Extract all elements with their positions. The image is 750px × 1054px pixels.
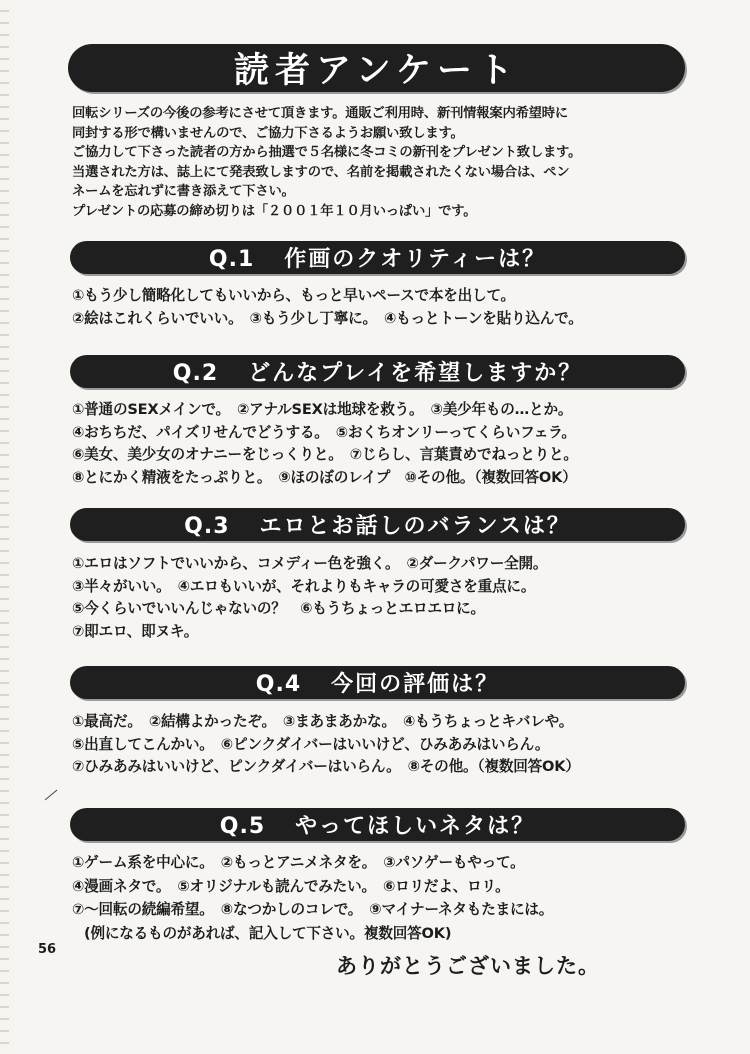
question-1-text: 作画のクオリティーは？: [284, 247, 547, 272]
intro-paragraph: [72, 104, 704, 221]
question-5-heading: [220, 809, 535, 840]
answer-line: ①もう少し簡略化してもいいから、もっと早いペースで本を出して。: [72, 287, 515, 304]
intro-line: ネームを忘れずに書き添えて下さい。: [72, 184, 295, 199]
answer-line: ⑦〜回転の続編希望。 ⑧なつかしのコレで。 ⑨マイナーネタもたまには。: [72, 901, 554, 918]
question-1-heading: [209, 242, 546, 273]
intro-line: 当選された方は、誌上にて発表致しますので、名前を掲載されたくない場合は、ペン: [72, 164, 570, 180]
page-number: 56: [38, 942, 57, 957]
question-3-heading: [184, 509, 571, 540]
answer-line: ④漫画ネタで。 ⑤オリジナルも読んでみたい。 ⑥ロリだよ、ロリ。: [72, 877, 510, 895]
answer-line: ①ゲーム系を中心に。 ②もっとアニメネタを。 ③パソゲーもやって。: [72, 854, 525, 871]
answer-line: ④おちちだ、パイズリせんでどうする。 ⑤おくちオンリーってくらいフェラ。: [72, 423, 576, 441]
question-3-banner: [70, 508, 685, 541]
answer-line: ①最高だ。 ②結構よかったぞ。 ③まあまあかな。 ④もうちょっとキバレや。: [72, 713, 574, 730]
question-2-number: Q.2: [172, 361, 219, 386]
answer-line: ①エロはソフトでいいから、コメディー色を強く。 ②ダークパワー全開。: [72, 555, 548, 572]
answer-line: ⑤今くらいでいいんじゃないの？ ⑥もうちょっとエロエロに。: [72, 600, 485, 617]
question-2-text: どんなプレイを希望しますか？: [248, 361, 583, 386]
title-banner: [68, 44, 685, 92]
question-4-answers: [72, 711, 702, 779]
question-2-answers: [72, 399, 702, 489]
question-2-banner: [70, 355, 685, 388]
question-5-banner: [70, 808, 685, 841]
answer-line: ⑥美女、美少女のオナニーをじっくりと。 ⑦じらし、言葉責めでねっとりと。: [72, 446, 578, 463]
question-5-answers: [72, 851, 702, 945]
answer-line: ⑤出直してこんかい。 ⑥ピンクダイバーはいいけど、ひみあみはいらん。: [72, 735, 550, 753]
answer-line: ⑧とにかく精液をたっぷりと。 ⑨ほのぼのレイプ ⑩その他。（複数回答OK）: [72, 468, 577, 486]
answer-line: ①普通のSEXメインで。 ②アナルSEXは地球を救う。 ③美少年もの…とか。: [72, 401, 573, 418]
question-1-answers: [72, 285, 702, 330]
page-binding-edge: [0, 0, 9, 1054]
intro-line: ご協力して下さった読者の方から抽選で５名様に冬コミの新刊をプレゼント致します。: [72, 145, 582, 160]
intro-line: 回転シリーズの今後の参考にさせて頂きます。通販ご利用時、新刊情報案内希望時に: [72, 106, 568, 121]
question-4-number: Q.4: [255, 672, 302, 697]
question-1-banner: [70, 241, 685, 274]
question-4-text: 今回の評価は？: [331, 672, 500, 697]
intro-line: プレゼントの応募の締め切りは「２００１年１０月いっぱい」です。: [72, 203, 477, 219]
answer-line: ⑦即エロ、即ヌキ。: [72, 622, 199, 640]
intro-line: 同封する形で構いませんので、ご協力下さるようお願い致します。: [72, 125, 464, 141]
answer-note: (例になるものがあれば、記入して下さい。複数回答OK): [84, 924, 452, 942]
question-5-text: やってほしいネタは？: [295, 814, 536, 839]
pen-mark: [44, 786, 58, 805]
answer-line: ②絵はこれくらいでいい。 ③もう少し丁寧に。 ④もっとトーンを貼り込んで。: [72, 309, 583, 327]
question-3-number: Q.3: [184, 514, 230, 539]
question-3-answers: [72, 553, 702, 643]
survey-title: 読者アンケート: [234, 51, 519, 91]
answer-line: ⑦ひみあみはいいけど、ピンクダイバーはいらん。 ⑧その他。（複数回答OK）: [72, 758, 580, 775]
answer-line: ③半々がいい。 ④エロもいいが、それよりもキャラの可愛さを重点に。: [72, 577, 536, 595]
question-3-text: エロとお話しのバランスは？: [259, 514, 571, 539]
thank-you-message: ありがとうございました。: [336, 954, 600, 978]
question-2-heading: [173, 356, 582, 387]
question-4-heading: [256, 667, 499, 698]
question-5-number: Q.5: [219, 814, 266, 839]
question-4-banner: [70, 666, 685, 699]
question-1-number: Q.1: [208, 247, 255, 272]
